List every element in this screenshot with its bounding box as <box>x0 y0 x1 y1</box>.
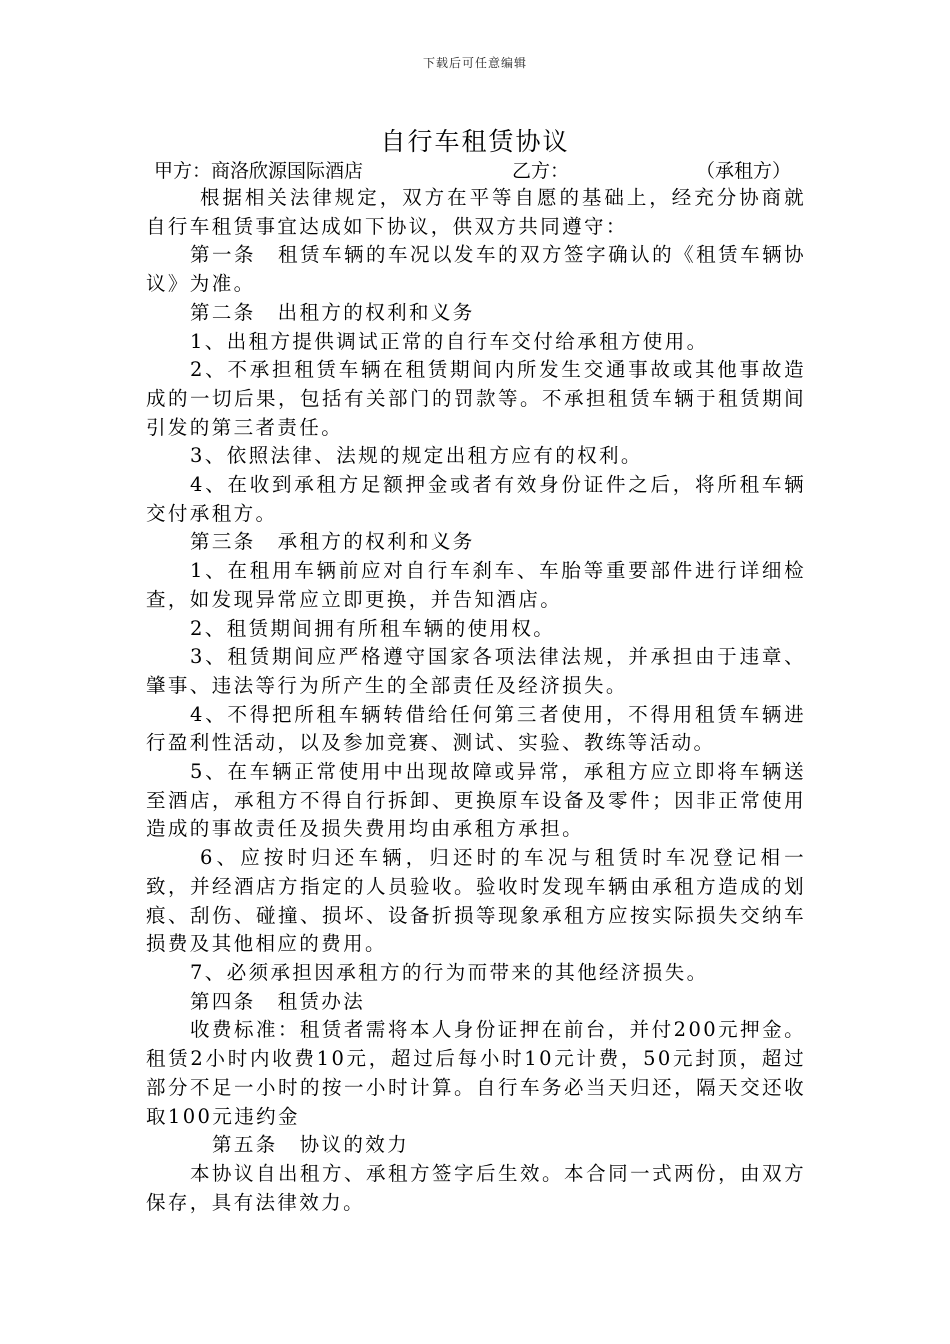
article-3-item-7: 7、必须承担因承租方的行为而带来的其他经济损失。 <box>190 960 709 984</box>
article-3-item-4: 4、不得把所租车辆转借给任何第三者使用，不得用租赁车辆进行盈利性活动，以及参加竞赛、测试、实验、教练等活动。 <box>146 702 806 755</box>
parties-line <box>148 156 808 184</box>
article-3-item-1: 1、在租用车辆前应对自行车刹车、车胎等重要部件进行详细检查，如发现异常应立即更换，并告知酒店。 <box>146 559 806 611</box>
article-5-heading: 第五条 协议的效力 <box>212 1133 410 1157</box>
party-a: 甲方：商洛欣源国际酒店 <box>154 160 364 182</box>
article-3-item-5: 5、在车辆正常使用中出现故障或异常，承租方应立即将车辆送至酒店，承租方不得自行拆卸、更换原车设备及零件；因非正常使用造成的事故责任及损失费用均由承租方承担。 <box>146 760 806 841</box>
article-5-body: 本协议自出租方、承租方签字后生效。本合同一式两份，由双方保存，具有法律效力。 <box>146 1161 806 1214</box>
document-title: 自行车租赁协议 <box>380 127 570 156</box>
article-3-item-2: 2、租赁期间拥有所租车辆的使用权。 <box>190 616 556 640</box>
article-2-item-2: 2、不承担租赁车辆在租赁期间内所发生交通事故或其他事故造成的一切后果，包括有关部门的罚款等。不承担租赁车辆于租赁期间引发的第三者责任。 <box>146 358 806 439</box>
article-3-item-3: 3、租赁期间应严格遵守国家各项法律法规，并承担由于违章、肇事、违法等行为所产生的全部责任及经济损失。 <box>146 645 806 697</box>
agreement-body <box>146 184 806 1217</box>
article-1: 第一条 租赁车辆的车况以发车的双方签字确认的《租赁车辆协议》为准。 <box>146 243 806 296</box>
article-3-heading: 第三条 承租方的权利和义务 <box>190 530 475 554</box>
article-2-item-1: 1、出租方提供调试正常的自行车交付给承租方使用。 <box>190 329 709 353</box>
article-3-item-6: 6、应按时归还车辆，归还时的车况与租赁时车况登记相一致，并经酒店方指定的人员验收。验收时发现车辆由承租方造成的划痕、刮伤、碰撞、损坏、设备折损等现象承租方应按实际损失交纳车损费及其他相应的费用。 <box>146 846 806 956</box>
article-2-heading: 第二条 出租方的权利和义务 <box>190 300 475 324</box>
party-b: 乙方： <box>512 160 570 182</box>
header-note: 下载后可任意编辑 <box>422 56 527 70</box>
article-2-item-3: 3、依照法律、法规的规定出租方应有的权利。 <box>190 444 643 468</box>
preamble: 根据相关法律规定，双方在平等自愿的基础上，经充分协商就自行车租赁事宜达成如下协议，供双方共同遵守： <box>146 186 806 238</box>
party-b-role: （承租方） <box>696 160 792 182</box>
article-4-heading: 第四条 租赁办法 <box>190 989 366 1013</box>
article-2-item-4: 4、在收到承租方足额押金或者有效身份证件之后，将所租车辆交付承租方。 <box>146 473 806 525</box>
fee-standard: 收费标准：租赁者需将本人身份证押在前台，并付200元押金。租赁2小时内收费10元，超过后每小时10元计费，50元封顶，超过部分不足一小时的按一小时计算。自行车务必当天归还，隔天交还收取100元违约金 <box>146 1018 806 1128</box>
